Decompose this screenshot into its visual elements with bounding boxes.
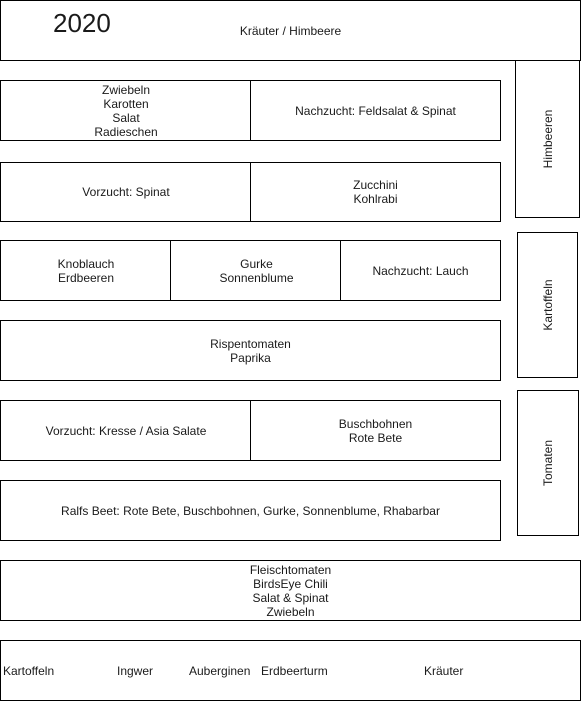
bed-bottom-kartoffeln: Kartoffeln (3, 663, 55, 678)
bed-3-left-line: Erdbeeren (57, 270, 115, 285)
bed-side-himbeeren-label: Himbeeren (540, 109, 555, 169)
bed-side-tomaten-label: Tomaten (541, 439, 555, 487)
bed-1-left-line: Radieschen (94, 124, 158, 139)
bed-side-kartoffeln (517, 232, 578, 378)
bed-bottom (0, 640, 581, 701)
bed-bottom-erdbeerturm: Erdbeerturm (261, 663, 328, 678)
bed-1-left-line: Salat (112, 110, 140, 125)
bed-7 (0, 560, 581, 621)
bed-4 (0, 320, 501, 381)
bed-7-line: Fleischtomaten (249, 562, 332, 577)
bed-3 (0, 240, 501, 301)
bed-2-right-line: Kohlrabi (353, 192, 398, 206)
bed-bottom-auberginen: Auberginen (189, 663, 251, 678)
bed-bottom-ingwer: Ingwer (117, 663, 154, 678)
page-title: 2020 (53, 8, 111, 38)
bed-5-right-line: Buschbohnen (338, 416, 413, 431)
bed-side-kartoffeln-label: Kartoffeln (540, 279, 555, 331)
bed-side-tomaten (517, 390, 579, 536)
bed-bottom-kraeuter: Kräuter (424, 663, 464, 678)
bed-1-right-label: Nachzucht: Feldsalat & Spinat (295, 103, 456, 118)
bed-side-himbeeren (515, 60, 580, 218)
bed-1-left-line: Karotten (103, 96, 149, 111)
bed-7-line: Salat & Spinat (252, 590, 329, 605)
bed-top-label: Kräuter / Himbeere (239, 23, 342, 38)
bed-2-left-label: Vorzucht: Spinat (82, 185, 170, 199)
bed-7-line: Zwiebeln (266, 604, 315, 619)
bed-4-line: Paprika (230, 350, 271, 365)
bed-7-line: BirdsEye Chili (253, 576, 328, 591)
bed-3-middle-line: Sonnenblume (219, 270, 294, 285)
bed-4-line: Rispentomaten (210, 336, 291, 351)
bed-6-label: Ralfs Beet: Rote Bete, Buschbohnen, Gurke, Sonnenblume, Rhabarbar (61, 503, 440, 518)
bed-5-left-label: Vorzucht: Kresse / Asia Salate (45, 423, 207, 438)
bed-3-middle-line: Gurke (240, 256, 273, 271)
bed-3-left-line: Knoblauch (57, 256, 115, 271)
bed-2-right-line: Zucchini (353, 178, 398, 192)
bed-1-left-line: Zwiebeln (101, 82, 151, 97)
bed-5 (0, 400, 501, 461)
bed-1 (0, 80, 501, 141)
bed-top-kraeuter-himbeere (0, 0, 581, 61)
bed-5-right-line: Rote Bete (348, 430, 403, 445)
bed-6-ralfs-beet (0, 480, 501, 541)
bed-2 (0, 162, 501, 222)
bed-3-right-label: Nachzucht: Lauch (372, 263, 469, 278)
